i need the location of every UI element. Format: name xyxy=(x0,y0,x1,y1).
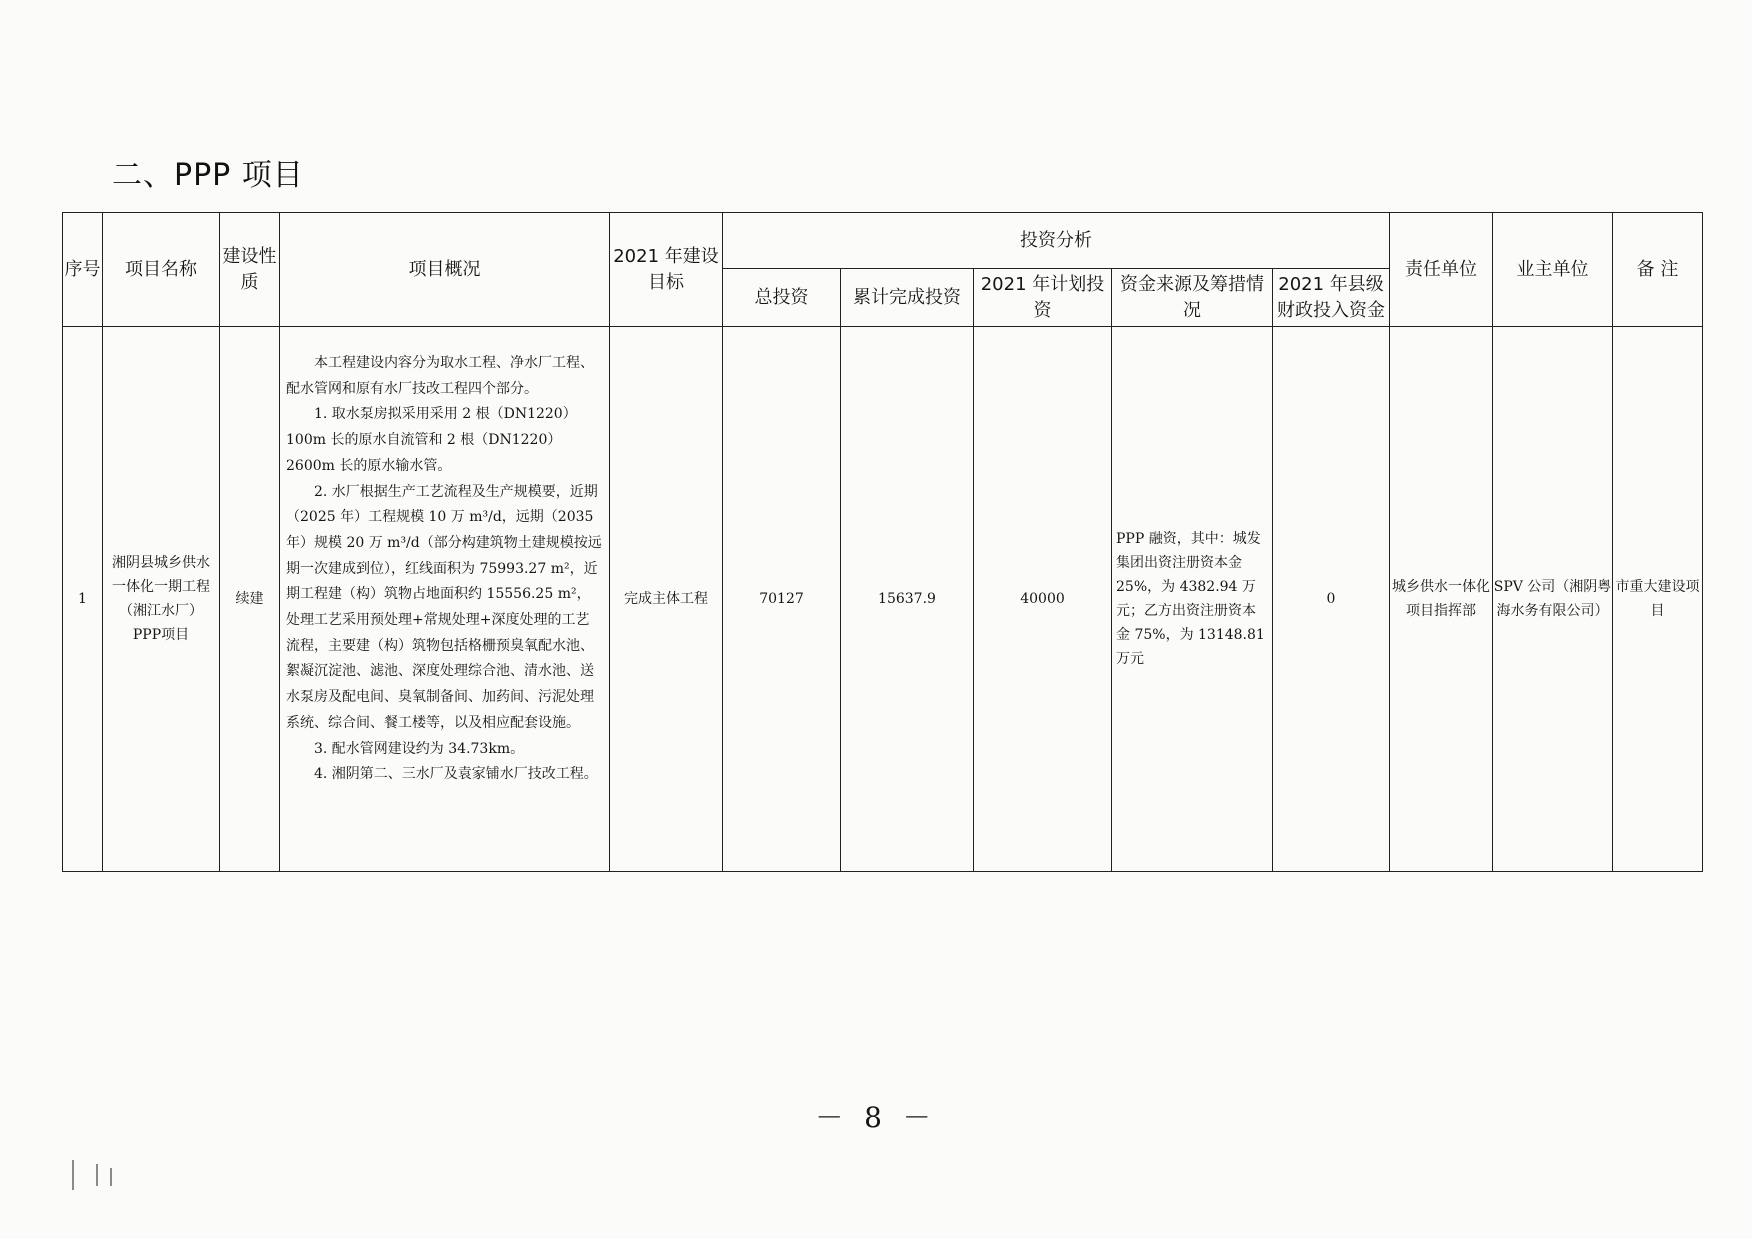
page-number: － 8 － xyxy=(815,1101,937,1134)
cell-remarks: 市重大建设项目 xyxy=(1613,327,1703,872)
header-overview: 项目概况 xyxy=(280,213,610,327)
cell-county-fund: 0 xyxy=(1273,327,1390,872)
cell-owner: SPV 公司（湘阴粤海水务有限公司） xyxy=(1493,327,1613,872)
cell-completed-investment: 15637.9 xyxy=(841,327,974,872)
page-title: 二、PPP 项目 xyxy=(112,158,304,193)
header-investment-analysis: 投资分析 xyxy=(723,213,1390,269)
header-nature: 建设性质 xyxy=(220,213,280,327)
cell-plan-investment: 40000 xyxy=(974,327,1112,872)
cell-total-investment: 70127 xyxy=(723,327,841,872)
cell-responsible: 城乡供水一体化项目指挥部 xyxy=(1390,327,1493,872)
cell-fund-source: PPP 融资，其中：城发集团出资注册资本金 25%，为 4382.94 万元；乙方出资注册资本金 75%，为 13148.81 万元 xyxy=(1112,327,1273,872)
header-total-investment: 总投资 xyxy=(723,269,841,327)
header-fund-source: 资金来源及筹措情况 xyxy=(1112,269,1273,327)
scan-mark xyxy=(96,1164,98,1186)
cell-seq: 1 xyxy=(63,327,103,872)
header-plan-investment: 2021 年计划投资 xyxy=(974,269,1112,327)
overview-paragraph: 本工程建设内容分为取水工程、净水厂工程、配水管网和原有水厂技改工程四个部分。 xyxy=(286,355,594,397)
overview-paragraph: 2. 水厂根据生产工艺流程及生产规模要，近期（2025 年）工程规模 10 万 m³/d，远期（2035 年）规模 20 万 m³/d（部分构建筑物土建规模按远期一次建成到位），红线面积为 75993.27 m²，近期工程建（构）筑物占地面积约 15556.25 m²，处理工艺采用预处理+常规处理+深度处理的工艺流程，主要建（构）筑物包括格栅预臭氧配水池、絮凝沉淀池、滤池、深度处理综合池、清水池、送水泵房及配电间、臭氧制备间、加药间、污泥处理系统、综合间、餐工楼等，以及相应配套设施。 xyxy=(286,483,602,731)
overview-paragraph: 3. 配水管网建设约为 34.73km。 xyxy=(314,740,525,757)
header-goal: 2021 年建设目标 xyxy=(610,213,723,327)
cell-overview xyxy=(280,327,610,872)
ppp-project-table xyxy=(62,212,1702,872)
scan-mark xyxy=(72,1160,74,1190)
header-owner: 业主单位 xyxy=(1493,213,1613,327)
header-completed-investment: 累计完成投资 xyxy=(841,269,974,327)
header-name: 项目名称 xyxy=(103,213,220,327)
table-header-row xyxy=(63,213,1703,269)
scan-mark xyxy=(110,1168,112,1186)
header-seq: 序号 xyxy=(63,213,103,327)
cell-project-name: 湘阴县城乡供水一体化一期工程（湘江水厂）PPP项目 xyxy=(103,327,220,872)
cell-nature: 续建 xyxy=(220,327,280,872)
cell-goal: 完成主体工程 xyxy=(610,327,723,872)
table-row xyxy=(63,327,1703,872)
header-remarks: 备 注 xyxy=(1613,213,1703,327)
overview-paragraph: 1. 取水泵房拟采用采用 2 根（DN1220）100m 长的原水自流管和 2 根（DN1220）2600m 长的原水输水管。 xyxy=(286,406,577,474)
header-responsible: 责任单位 xyxy=(1390,213,1493,327)
overview-paragraph: 4. 湘阴第二、三水厂及袁家铺水厂技改工程。 xyxy=(314,766,598,783)
header-county-fund: 2021 年县级财政投入资金 xyxy=(1273,269,1390,327)
